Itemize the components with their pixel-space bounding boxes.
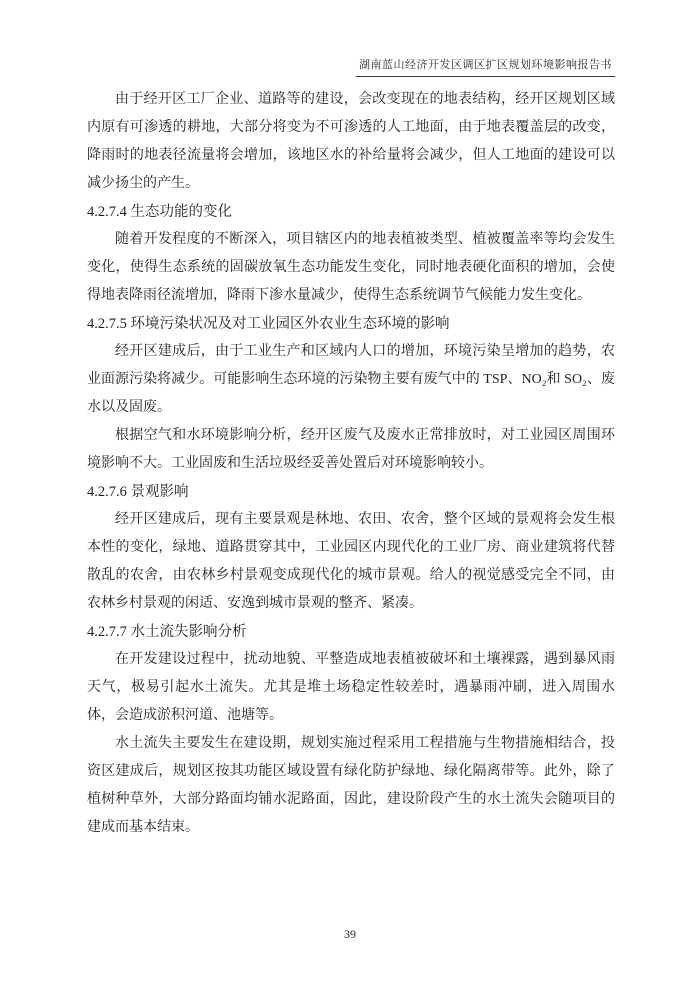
body-paragraph: 随着开发程度的不断深入，项目辖区内的地表植被类型、植被覆盖率等均会发生变化，使得生态系统的固碳放氧生态功能发生变化，同时地表硬化面积的增加，会使得地表降雨径流增加，降雨下渗水量减少，使得生态系统调节气候能力发生变化。: [87, 232, 615, 303]
section-heading-ecological-function: 4.2.7.4 生态功能的变化: [87, 204, 232, 220]
body-paragraph: 经开区建成后，由于工业生产和区域内人口的增加，环境污染呈增加的趋势，农业面源污染将减少。可能影响生态环境的污染物主要有废气中的 TSP、NO₂和 SO₂、废水以及固废。: [87, 344, 615, 415]
section-heading-landscape-impact: 4.2.7.6 景观影响: [87, 484, 189, 500]
body-paragraph: 在开发建设过程中，扰动地貌、平整造成地表植被破坏和土壤裸露，遇到暴风雨天气，极易引起水土流失。尤其是堆土场稳定性较差时，遇暴雨冲刷，进入周围水体，会造成淤积河道、池塘等。: [87, 652, 615, 723]
section-heading-pollution-status: 4.2.7.5 环境污染状况及对工业园区外农业生态环境的影响: [87, 316, 450, 332]
section-heading-soil-erosion: 4.2.7.7 水土流失影响分析: [87, 624, 247, 640]
body-paragraph: 水土流失主要发生在建设期，规划实施过程采用工程措施与生物措施相结合，投资区建成后，规划区按其功能区域设置有绿化防护绿地、绿化隔离带等。此外，除了植树种草外，大部分路面均铺水泥路面，因此，建设阶段产生的水土流失会随项目的建成而基本结束。: [87, 736, 615, 835]
document-body: [87, 86, 615, 842]
page-header-title: 湖南蓝山经济开发区调区扩区规划环境影响报告书: [356, 57, 615, 77]
body-paragraph: 经开区建成后，现有主要景观是林地、农田、农舍，整个区域的景观将会发生根本性的变化，绿地、道路贯穿其中，工业园区内现代化的工业厂房、商业建筑将代替散乱的农舍，由农林乡村景观变成现代化的城市景观。给人的视觉感受完全不同，由农林乡村景观的闲适、安逸到城市景观的整齐、紧凑。: [87, 512, 615, 611]
intro-paragraph: 由于经开区工厂企业、道路等的建设，会改变现在的地表结构，经开区规划区域内原有可渗透的耕地，大部分将变为不可渗透的人工地面，由于地表覆盖层的改变，降雨时的地表径流量将会增加，该地区水的补给量将会减少，但人工地面的建设可以减少扬尘的产生。: [87, 92, 615, 191]
body-paragraph: 根据空气和水环境影响分析，经开区废气及废水正常排放时，对工业园区周围环境影响不大。工业固废和生活垃圾经妥善处置后对环境影响较小。: [87, 428, 615, 471]
page-footer: [0, 927, 700, 942]
page-number: 39: [344, 927, 356, 941]
page-header: [87, 57, 615, 77]
